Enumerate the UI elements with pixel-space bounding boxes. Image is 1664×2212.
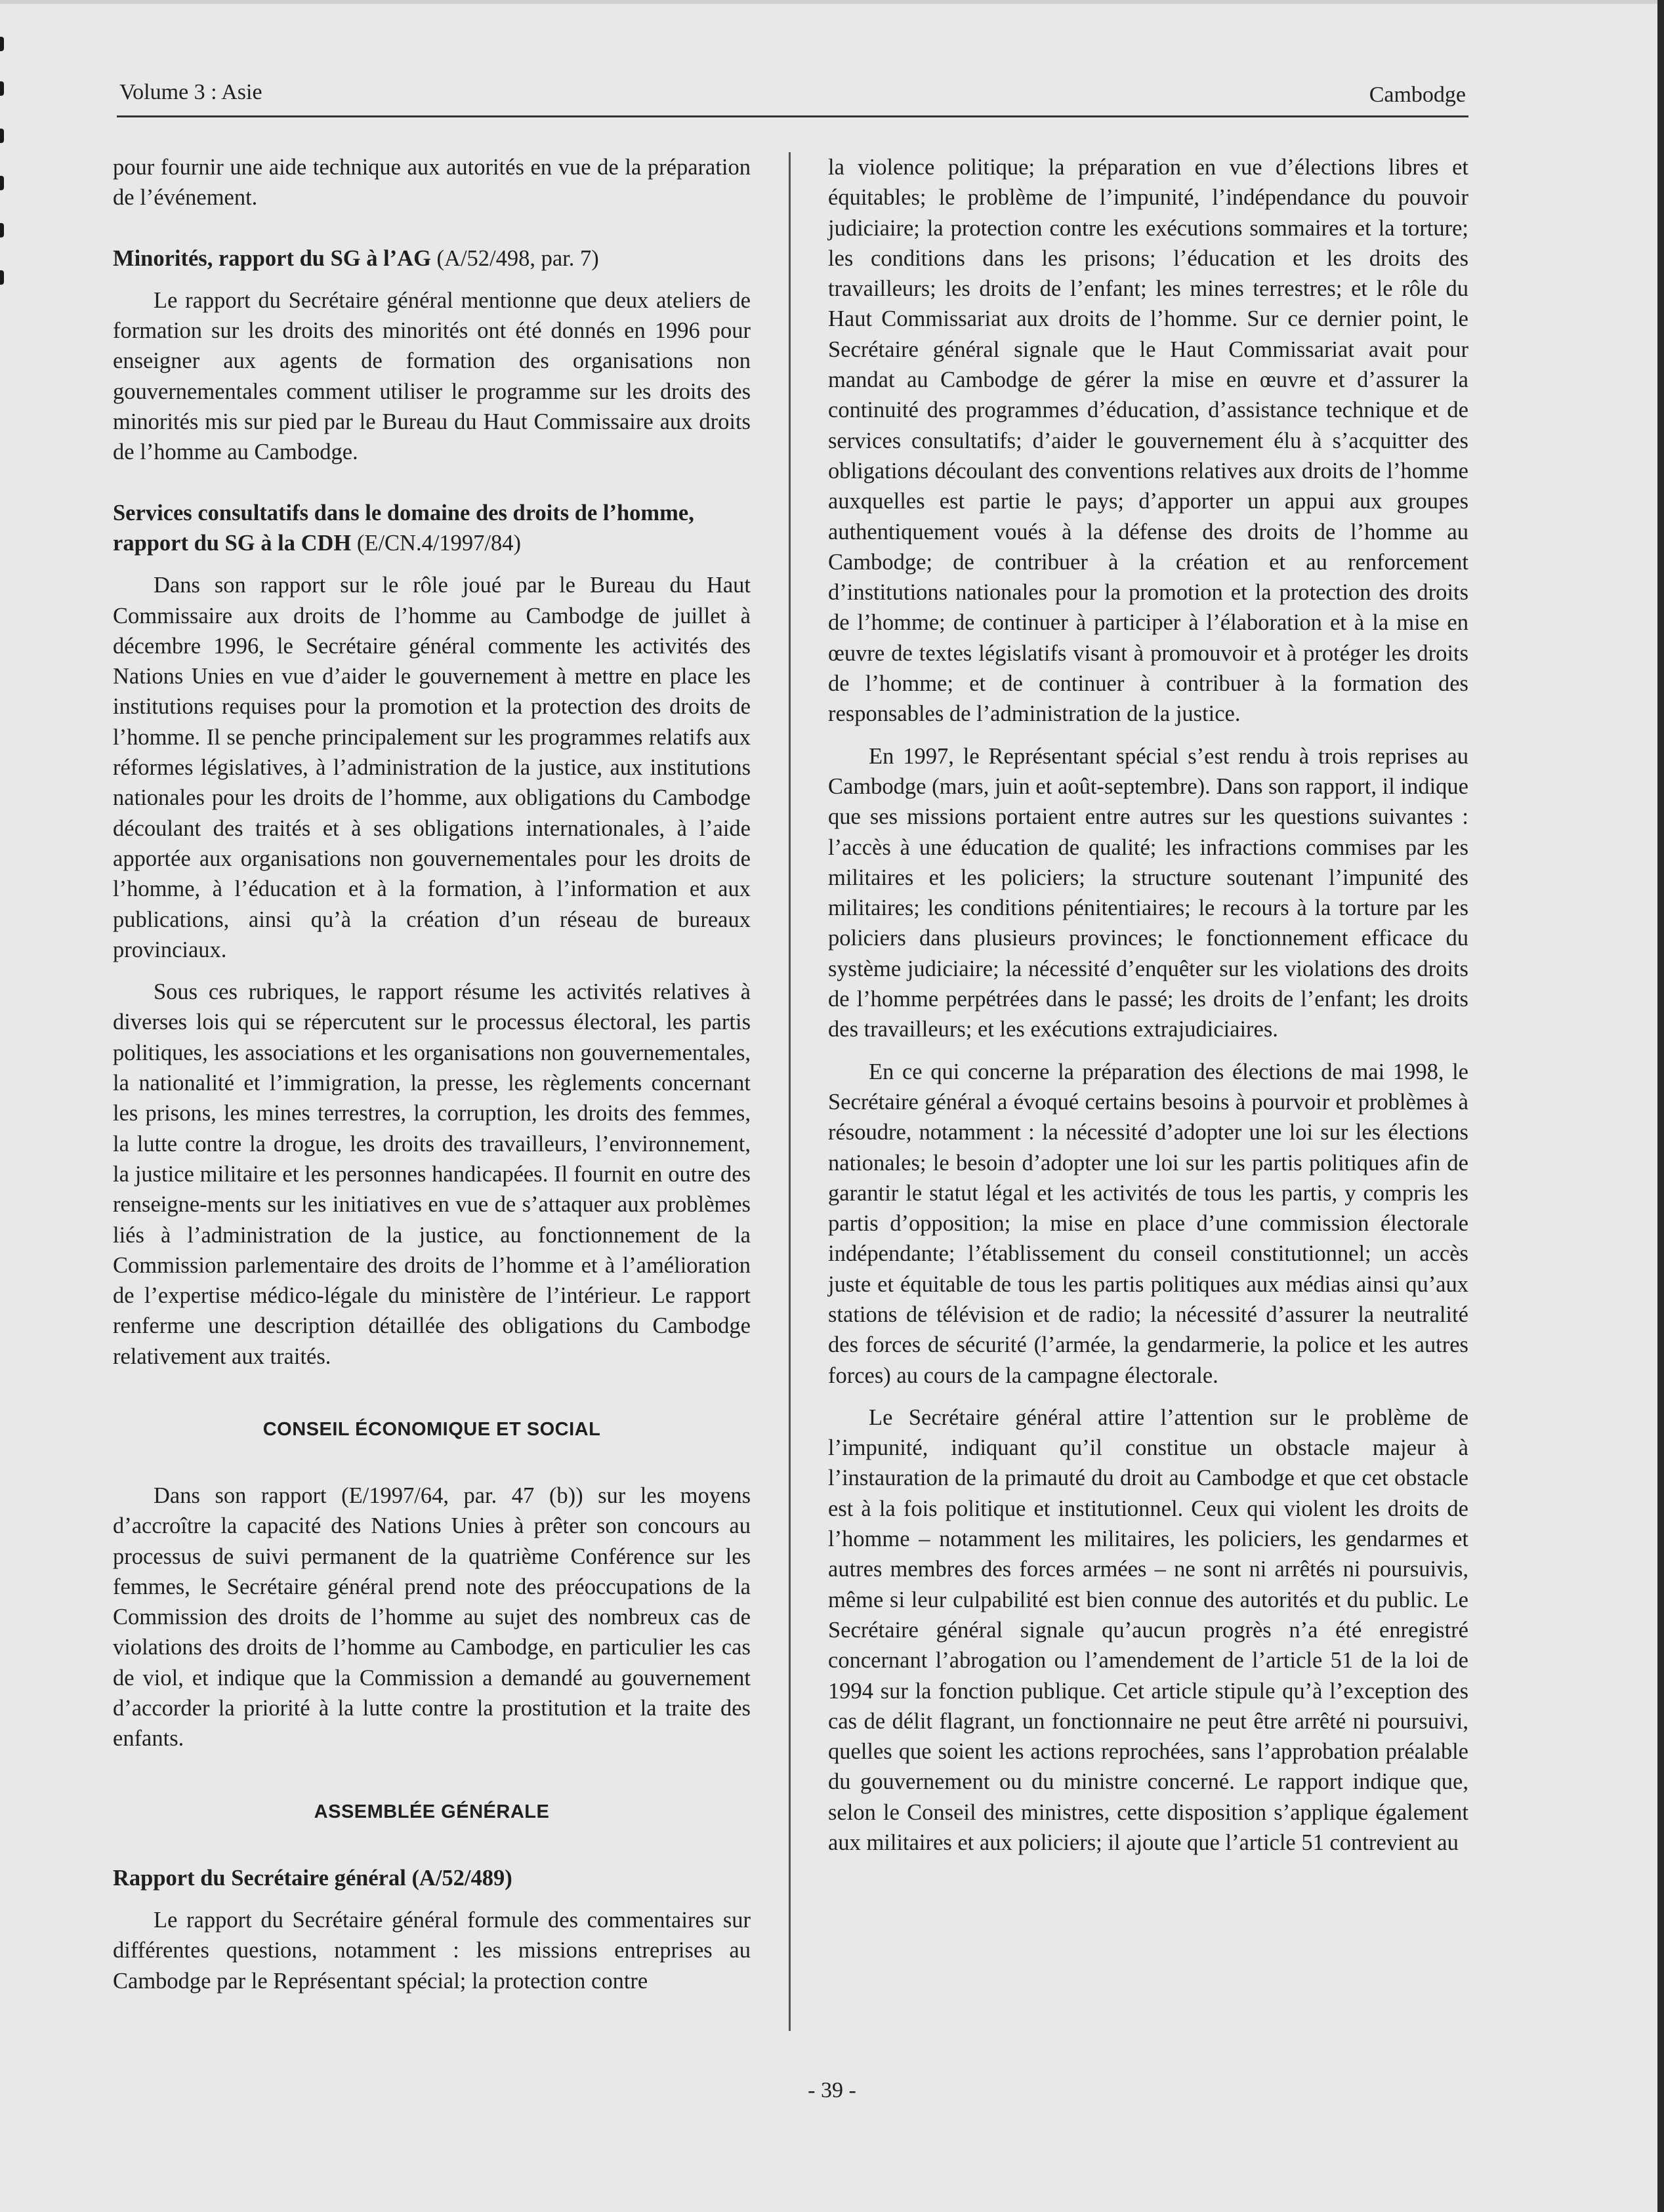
section-heading: [113, 243, 751, 274]
binding-holes: [0, 0, 7, 2212]
left-column: [113, 152, 751, 1996]
heading-title: Minorités, rapport du SG à l’AG: [113, 245, 431, 271]
paragraph: En ce qui concerne la préparation des élections de mai 1998, le Secrétaire général a évoqué certains besoins à pourvoir et problèmes à résoudre, notamment : la nécessité d’adopter une loi sur les élections nationales; le besoin d’adopter une loi sur les partis politiques afin de garantir le statut légal et les activités de tous les partis, y compris les partis d’opposition; la mise en place d’une commission électorale indépendante; l’établissement du conseil constitutionnel; un accès juste et équitable de tous les partis politiques aux médias ainsi qu’aux stations de télévision et de radio; la nécessité d’assurer la neutralité des forces de sécurité (l’armée, la gendarmerie, la police et les autres forces) au cours de la campagne électorale.: [828, 1059, 1468, 1388]
paragraph: Dans son rapport (E/1997/64, par. 47 (b)) sur les moyens d’accroître la capacité des Nations Unies à prêter son concours au processus de suivi permanent de la quatrième Conférence sur les femmes, le Secrétaire général prend note des préoccupations de la Commission des droits de l’homme au sujet des nombreux cas de violations des droits de l’homme au Cambodge, en particulier les cas de viol, et indique que la Commission a demandé au gouvernement d’accorder la priorité à la lutte contre la prostitution et la traite des enfants.: [113, 1483, 751, 1751]
paragraph: Le rapport du Secrétaire général formule des commentaires sur différentes questions, notamment : les missions entreprises au Cambodge par le Représentant spécial; la protection contre: [113, 1907, 751, 1994]
heading-title: Rapport du Secrétaire général (A/52/489): [113, 1865, 512, 1891]
right-column: [828, 152, 1468, 1858]
header-country: Cambodge: [1369, 83, 1466, 107]
section-heading: [113, 498, 751, 559]
paragraph: Dans son rapport sur le rôle joué par le Bureau du Haut Commissaire aux droits de l’homme au Cambodge de juillet à décembre 1996, le Secrétaire général commente les activités des Nations Unies en vue d’aider le gouvernement à mettre en place les institutions requises pour la promotion et la protection des droits de l’homme. Il se penche principalement sur les programmes relatifs aux réformes législatives, à l’administration de la justice, aux institutions nationales pour les droits de l’homme, aux obligations du Cambodge découlant des traités et à ses obligations internationales, à l’aide apportée aux organisations non gouvernementales pour les droits de l’homme, à l’éducation et à la formation, à l’information et aux publications, ainsi qu’à la création d’un réseau de bureaux provinciaux.: [113, 573, 751, 962]
paragraph: pour fournir une aide technique aux autorités en vue de la préparation de l’événement.: [113, 155, 751, 211]
scan-right-edge: [1657, 0, 1664, 2212]
section-title: ASSEMBLÉE GÉNÉRALE: [314, 1801, 550, 1822]
paragraph: Sous ces rubriques, le rapport résume les activités relatives à diverses lois qui se répercutent sur le processus électoral, les partis politiques, les associations et les organisations non gouvernementales, la nationalité et l’immigration, la presse, les règlements concernant les prisons, les mines terrestres, la corruption, les droits des femmes, la lutte contre la drogue, les droits des travailleurs, l’environnement, la justice militaire et les personnes handicapées. Il fournit en outre des renseigne-ments sur les initiatives en vue de s’attaquer aux problèmes liés à l’administration de la justice, au fonctionnement de la Commission parlementaire des droits de l’homme et à l’amélioration de l’expertise médico-légale du ministère de l’intérieur. Le rapport renferme une description détaillée des obligations du Cambodge relativement aux traités.: [113, 979, 751, 1369]
paragraph: Le Secrétaire général attire l’attention sur le problème de l’impunité, indiquant qu’il constitue un obstacle majeur à l’instauration de la primauté du droit au Cambodge et que cet obstacle est à la fois politique et institutionnel. Ceux qui violent les droits de l’homme – notamment les militaires, les policiers, les gendarmes et autres membres des forces armées – ne sont ni arrêtés ni poursuivis, même si leur culpabilité est bien connue des autorités et du public. Le Secrétaire général signale qu’aucun progrès n’a été enregistré concernant l’abrogation ou l’amendement de l’article 51 de la loi de 1994 sur la fonction publique. Cet article stipule qu’à l’exception des cas de délit flagrant, un fonctionnaire ne peut être arrêté ni poursuivi, quelles que soient les actions reprochées, sans l’approbation préalable du gouvernement ou du ministre concerné. Le rapport indique que, selon le Conseil des ministres, cette disposition s’applique également aux militaires et aux policiers; il ajoute que l’article 51 contrevient au: [828, 1404, 1468, 1856]
running-header: [117, 76, 1468, 117]
section-title: CONSEIL ÉCONOMIQUE ET SOCIAL: [262, 1418, 601, 1440]
heading-reference: (E/CN.4/1997/84): [351, 530, 521, 556]
column-divider: [789, 152, 791, 2031]
page-number: - 39 -: [808, 2078, 856, 2102]
header-volume: Volume 3 : Asie: [119, 80, 262, 104]
paragraph: En 1997, le Représentant spécial s’est rendu à trois reprises au Cambodge (mars, juin et août-septembre). Dans son rapport, il indique que ses missions portaient entre autres sur les questions suivantes : l’accès à une éducation de qualité; les infractions commises par les militaires et les policiers; la structure soutenant l’impunité des militaires; les conditions pénitentiaires; le recours à la torture par les policiers dans plusieurs provinces; le fonctionnement efficace du système judiciaire; la nécessité d’enquêter sur les violations des droits de l’homme perpétrées dans le passé; les droits de l’enfant; les droits des travailleurs; et les exécutions extrajudiciaires.: [828, 743, 1468, 1042]
scan-top-edge: [0, 0, 1664, 4]
heading-title: Services consultatifs dans le domaine des droits de l’homme, rapport du SG à la CDH: [113, 500, 694, 556]
paragraph: la violence politique; la préparation en vue d’élections libres et équitables; le problème de l’impunité, l’indépendance du pouvoir judiciaire; la protection contre les exécutions sommaires et la torture; les conditions dans les prisons; l’éducation et les droits des travailleurs; les droits de l’enfant; les mines terrestres; et le rôle du Haut Commissariat aux droits de l’homme. Sur ce dernier point, le Secrétaire général signale que le Haut Commissariat avait pour mandat au Cambodge de gérer la mise en œuvre et d’assurer la continuité des programmes d’éducation, d’assistance technique et de services consultatifs; d’aider le gouvernement élu à s’acquitter des obligations découlant des conventions relatives aux droits de l’homme auxquelles est partie le pays; d’apporter un appui aux groupes authentiquement voués à la défense des droits de l’homme au Cambodge; de contribuer à la création et au renforcement d’institutions nationales pour la promotion et la protection des droits de l’homme; de continuer à participer à l’élaboration et à la mise en œuvre de textes législatifs visant à promouvoir et à protéger les droits de l’homme; et de continuer à contribuer à la formation des responsables de l’administration de la justice.: [828, 155, 1468, 727]
paragraph: Le rapport du Secrétaire général mentionne que deux ateliers de formation sur les droits des minorités ont été donnés en 1996 pour enseigner aux agents de formation des organisations non gouvernementales comment utiliser le programme sur les droits des minorités mis sur pied par le Bureau du Haut Commissaire aux droits de l’homme au Cambodge.: [113, 287, 751, 465]
section-heading: [113, 1863, 751, 1893]
heading-reference: (A/52/498, par. 7): [430, 245, 599, 271]
